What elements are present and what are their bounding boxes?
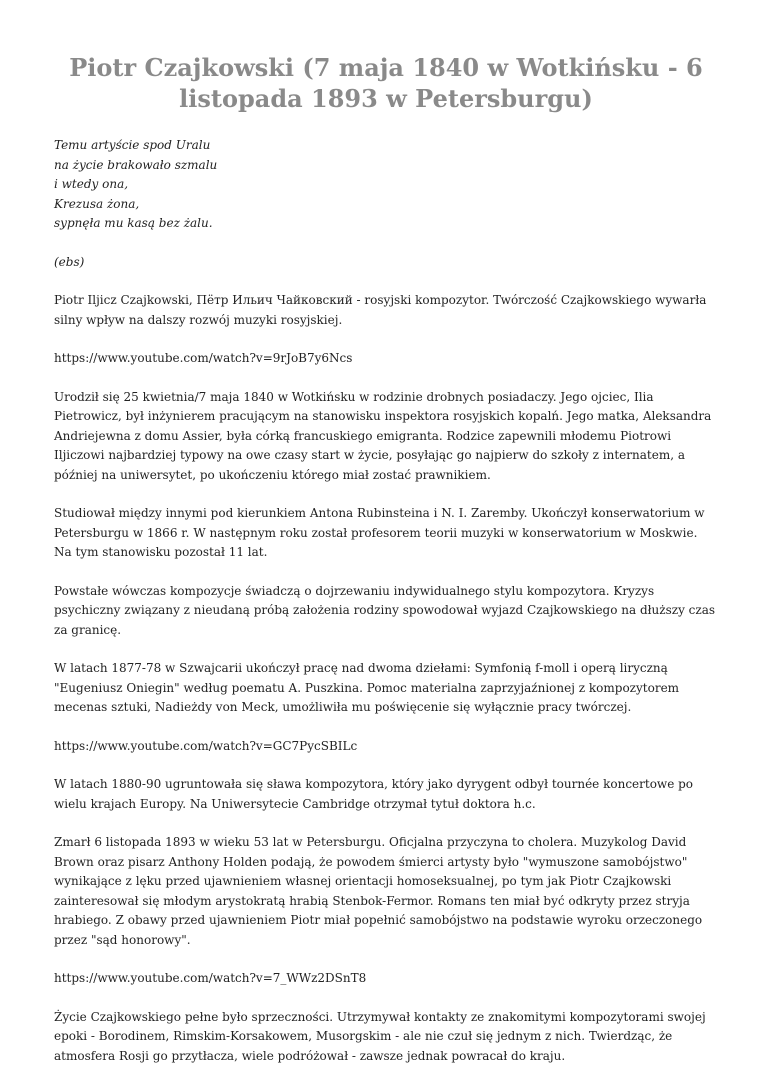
document-page — [54, 52, 718, 1066]
biography-paragraph: Studiował między innymi pod kierunkiem Antona Rubinsteina i N. I. Zaremby. Ukończył konserwatorium w Petersburgu w 1866 r. W następnym roku został profesorem teorii muzyki w konserwatorium w Moskwie. Na tym stanowisku pozostał 11 lat. — [54, 504, 718, 563]
biography-paragraph: W latach 1880-90 ugruntowała się sława kompozytora, który jako dyrygent odbył tournée koncertowe po wielu krajach Europy. Na Uniwersytecie Cambridge otrzymał tytuł doktora h.c. — [54, 775, 718, 814]
biography-paragraph: Powstałe wówczas kompozycje świadczą o dojrzewaniu indywidualnego stylu kompozytora. Kryzys psychiczny związany z nieudaną próbą założenia rodziny spowodował wyjazd Czajkowskiego na dłuższy czas za granicę. — [54, 582, 718, 641]
poem-signature: (ebs) — [54, 253, 718, 273]
youtube-link[interactable]: https://www.youtube.com/watch?v=GC7PycSBILc — [54, 737, 718, 757]
poem-line: na życie brakowało szmalu — [54, 156, 718, 176]
poem-line: Krezusa żona, — [54, 195, 718, 215]
poem-line: sypnęła mu kasą bez żalu. — [54, 214, 718, 234]
poem-line: i wtedy ona, — [54, 175, 718, 195]
intro-paragraph: Piotr Iljicz Czajkowski, Пётр Ильич Чайковский - rosyjski kompozytor. Twórczość Czajkowskiego wywarła silny wpływ na dalszy rozwój muzyki rosyjskiej. — [54, 291, 718, 330]
biography-paragraph: Urodził się 25 kwietnia/7 maja 1840 w Wotkińsku w rodzinie drobnych posiadaczy. Jego ojciec, Ilia Pietrowicz, był inżynierem pracującym na stanowisku inspektora rosyjskich kopalń. Jego matka, Aleksandra Andriejewna z domu Assier, była córką francuskiego emigranta. Rodzice zapewnili młodemu Piotrowi Iljiczowi najbardziej typowy na owe czasy start w życie, posyłając go najpierw do szkoły z internatem, a później na uniwersytet, po ukończeniu którego miał zostać prawnikiem. — [54, 388, 718, 486]
youtube-link[interactable]: https://www.youtube.com/watch?v=9rJoB7y6Ncs — [54, 349, 718, 369]
limerick-poem — [54, 136, 718, 234]
poem-line: Temu artyście spod Uralu — [54, 136, 718, 156]
biography-paragraph: W latach 1877-78 w Szwajcarii ukończył pracę nad dwoma dziełami: Symfonią f-moll i operą liryczną "Eugeniusz Oniegin" według poematu A. Puszkina. Pomoc materialna zaprzyjaźnionej z kompozytorem mecenas sztuki, Nadieżdy von Meck, umożliwiła mu poświęcenie się wyłącznie pracy twórczej. — [54, 659, 718, 718]
page-title: Piotr Czajkowski (7 maja 1840 w Wotkińsku - 6 listopada 1893 w Petersburgu) — [54, 52, 718, 114]
biography-paragraph: Zmarł 6 listopada 1893 w wieku 53 lat w Petersburgu. Oficjalna przyczyna to cholera. Muzykolog David Brown oraz pisarz Anthony Holden podają, że powodem śmierci artysty było "wymuszone samobójstwo" wynikające z lęku przed ujawnieniem własnej orientacji homoseksualnej, po tym jak Piotr Czajkowski zainteresował się młodym arystokratą hrabią Stenbok-Fermor. Romans ten miał być odkryty przez stryja hrabiego. Z obawy przed ujawnieniem Piotr miał popełnić samobójstwo na podstawie wyroku orzeczonego przez "sąd honorowy". — [54, 833, 718, 950]
youtube-link[interactable]: https://www.youtube.com/watch?v=7_WWz2DSnT8 — [54, 969, 718, 989]
biography-paragraph: Życie Czajkowskiego pełne było sprzeczności. Utrzymywał kontakty ze znakomitymi kompozytorami swojej epoki - Borodinem, Rimskim-Korsakowem, Musorgskim - ale nie czuł się jednym z nich. Twierdząc, że atmosfera Rosji go przytłacza, wiele podróżował - zawsze jednak powracał do kraju. — [54, 1008, 718, 1066]
